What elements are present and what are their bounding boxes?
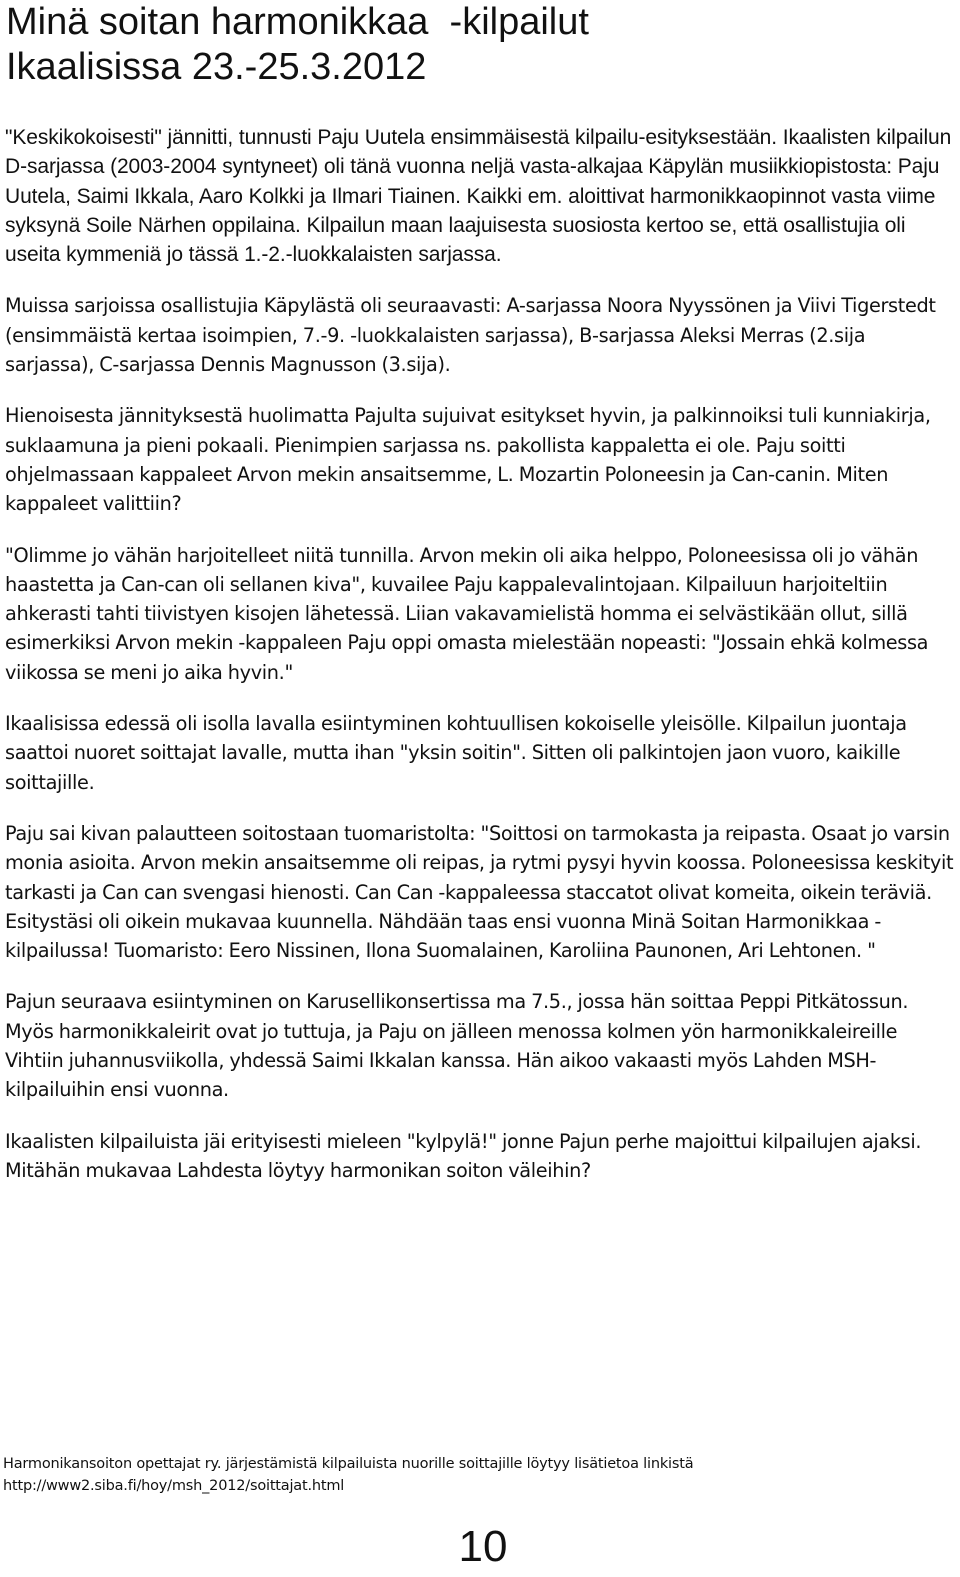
- paragraph-intro: "Keskikokoisesti" jännitti, tunnusti Paju Uutela ensimmäisestä kilpailu-esityksestään. Ikaalisten kilpailun D-sarjassa (2003-2004 syntyneet) oli tänä vuonna neljä vasta-alkajaa Käpylän musiikkiopistosta: Paju Uutela, Saimi Ikkala, Aaro Kolkki ja Ilmari Tiainen. Kaikki em. aloittivat harmonikkaopinnot vasta viime syksynä Soile Närhen oppilaina. Kilpailun maan laajuisesta suosiosta kertoo se, että osallistujia oli useita kymmeniä jo tässä 1.-2.-luokkalaisten sarjassa.: [5, 126, 952, 267]
- paragraph-next-performance: Pajun seuraava esiintyminen on Karusellikonsertissa ma 7.5., jossa hän soittaa Peppi Pitkätossun. Myös harmonikkaleirit ovat jo tuttuja, ja Paju on jälleen menossa kolmen yön harmonikkaleireille Vihtiin juhannusviikolla, yhdessä Saimi Ikkalan kanssa. Hän aikoo vakaasti myös Lahden MSH-kilpailuihin ensi vuonna.: [5, 990, 909, 1102]
- title-line-2: Ikaalisissa 23.-25.3.2012: [6, 46, 427, 88]
- page-number: 10: [458, 1522, 508, 1571]
- paragraph-other-series: Muissa sarjoissa osallistujia Käpylästä oli seuraavasti: A-sarjassa Noora Nyyssönen ja Viivi Tigerstedt (ensimmäistä kertaa isoimpien, 7.-9. -luokkalaisten sarjassa), B-sarjassa Aleksi Merras (2.sija sarjassa), C-sarjassa Dennis Magnusson (3.sija).: [5, 294, 936, 377]
- page-title: [6, 0, 956, 90]
- paragraph-song-choice: "Olimme jo vähän harjoitelleet niitä tunnilla. Arvon mekin oli aika helppo, Poloneesissa oli jo vähän haastetta ja Can-can oli sellanen kiva", kuvailee Paju kappalevalintojaan. Kilpailuun harjoiteltiin ahkerasti tahti tiivistyen kisojen lähetessä. Liian vakavamielistä homma ei selvästikään ollut, sillä esimerkiksi Arvon mekin -kappaleen Paju oppi omasta mielestään nopeasti: "Jossain ehkä kolmessa viikossa se meni jo aika hyvin.": [5, 543, 929, 684]
- footer-text: Harmonikansoiton opettajat ry. järjestämistä kilpailuista nuorille soittajille löytyy lisätietoa linkistä: [3, 1456, 694, 1472]
- article-body: [5, 123, 955, 1207]
- paragraph-spa-memory: Ikaalisten kilpailuista jäi erityisesti mieleen "kylpylä!" jonne Pajun perhe majoittui kilpailujen ajaksi. Mitähän mukavaa Lahdesta löytyy harmonikan soiton väleihin?: [5, 1129, 922, 1182]
- footer-link[interactable]: http://www2.siba.fi/hoy/msh_2012/soittajat.html: [3, 1478, 345, 1494]
- paragraph-jury-feedback: Paju sai kivan palautteen soitostaan tuomaristolta: "Soittosi on tarmokasta ja reipasta. Osaat jo varsin monia asioita. Arvon mekin ansaitsemme oli reipas, ja rytmi pysyi hyvin koossa. Poloneesissa keskityit tarkasti ja Can can svengasi hienosti. Can Can -kappaleessa staccatot olivat komeita, oikein teräviä. Esitystäsi oli oikein mukavaa kuunnella. Nähdään taas ensi vuonna Minä Soitan Harmonikkaa -kilpailussa! Tuomaristo: Eero Nissinen, Ilona Suomalainen, Karoliina Paunonen, Ari Lehtonen. ": [5, 821, 954, 963]
- footer-note: [3, 1453, 953, 1497]
- paragraph-performance: Hienoisesta jännityksestä huolimatta Pajulta sujuivat esitykset hyvin, ja palkinnoiksi tuli kunniakirja, suklaamuna ja pieni pokaali. Pienimpien sarjassa ns. pakollista kappaletta ei ole. Paju soitti ohjelmassaan kappaleet Arvon mekin ansaitsemme, L. Mozartin Poloneesin ja Can-canin. Miten kappaleet valittiin?: [5, 404, 931, 516]
- paragraph-stage: Ikaalisissa edessä oli isolla lavalla esiintyminen kohtuullisen kokoiselle yleisölle. Kilpailun juontaja saattoi nuoret soittajat lavalle, mutta ihan "yksin soitin". Sitten oli palkintojen jaon vuoro, kaikille soittajille.: [5, 712, 907, 794]
- title-line-1: Minä soitan harmonikkaa -kilpailut: [6, 1, 589, 43]
